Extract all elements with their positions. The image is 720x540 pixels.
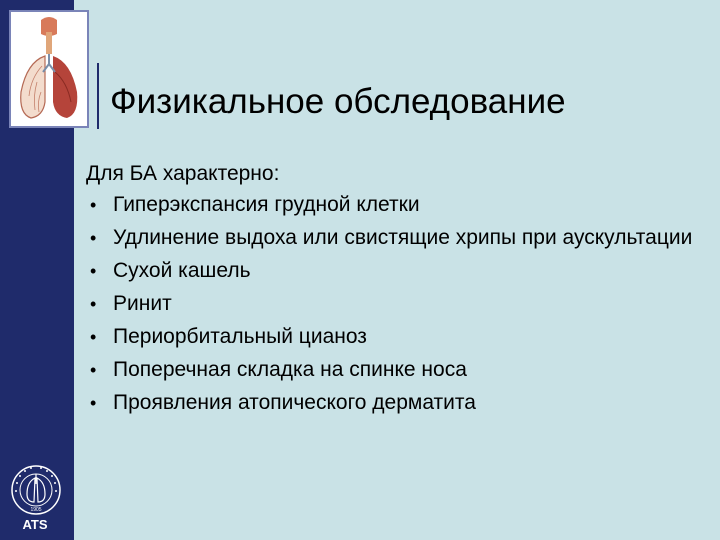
bullet-marker: • bbox=[90, 393, 97, 413]
list-item-text: Проявления атопического дерматита bbox=[113, 391, 476, 414]
title-divider bbox=[97, 63, 99, 129]
list-item bbox=[86, 191, 706, 219]
list-item bbox=[86, 257, 706, 285]
bullet-marker: • bbox=[90, 195, 97, 215]
list-item-text: Сухой кашель bbox=[113, 259, 251, 282]
ats-logo bbox=[9, 462, 67, 534]
ats-logo-text: ATS bbox=[22, 517, 48, 532]
bullet-marker: • bbox=[90, 261, 97, 281]
list-item bbox=[86, 224, 706, 252]
slide-content bbox=[86, 160, 706, 422]
list-item-text: Ринит bbox=[113, 292, 172, 315]
list-item bbox=[86, 323, 706, 351]
bullet-marker: • bbox=[90, 360, 97, 380]
bullet-marker: • bbox=[90, 294, 97, 314]
list-item-text: Периорбитальный цианоз bbox=[113, 325, 367, 348]
intro-text: Для БА характерно: bbox=[86, 162, 280, 185]
bullet-list bbox=[86, 191, 706, 417]
bullet-marker: • bbox=[90, 228, 97, 248]
list-item-text: Гиперэкспансия грудной клетки bbox=[113, 193, 420, 216]
lungs-anatomy-image bbox=[9, 10, 89, 128]
list-item bbox=[86, 290, 706, 318]
list-item-text: Удлинение выдоха или свистящие хрипы при аускультации bbox=[113, 226, 693, 249]
list-item bbox=[86, 389, 706, 417]
list-item bbox=[86, 356, 706, 384]
list-item-text: Поперечная складка на спинке носа bbox=[113, 358, 467, 381]
ats-logo-year: 1905 bbox=[30, 507, 42, 513]
slide-title: Физикальное обследование bbox=[110, 82, 566, 121]
bullet-marker: • bbox=[90, 327, 97, 347]
